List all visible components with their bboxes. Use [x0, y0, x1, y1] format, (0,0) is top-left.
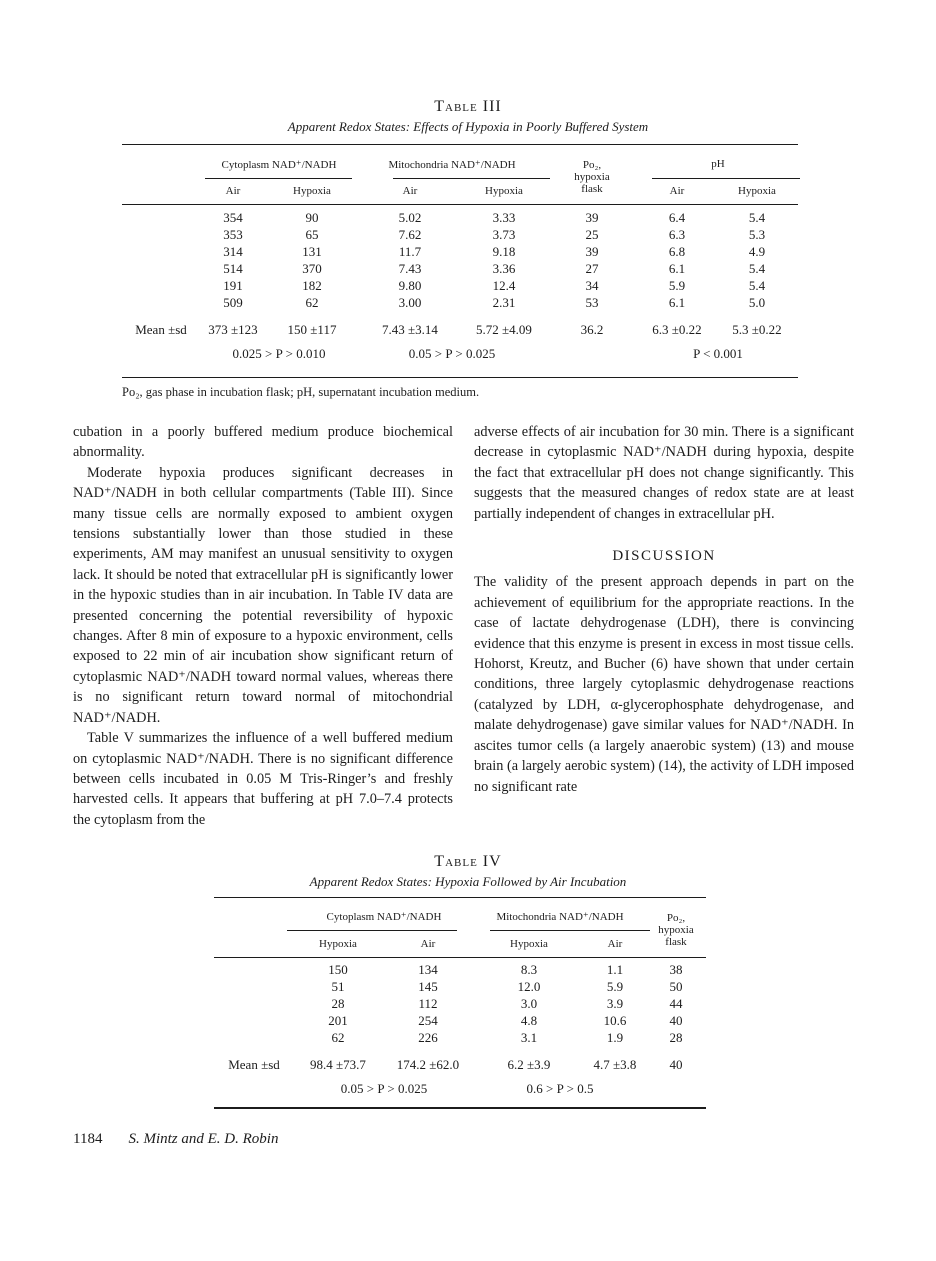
table-cell: 7.62: [398, 226, 422, 242]
table-cell: 34: [585, 277, 599, 293]
table-iii-header-ph: pH: [711, 158, 725, 170]
table-iii: [122, 150, 798, 367]
table-cell: 5.9: [668, 277, 686, 293]
table-cell: 25: [585, 226, 599, 242]
table-cell: 134: [418, 961, 438, 977]
table-iv-title: Apparent Redox States: Hypoxia Followed by Air Incubation: [309, 874, 627, 889]
table-cell: 12.4: [492, 277, 516, 293]
table-cell: 6.3 ±0.22: [652, 321, 702, 337]
table-iv-header-po2: [646, 903, 706, 957]
paragraph: Moderate hypoxia produces significant decreases in NAD⁺/NADH in both cellular compartments (Table III). Since many tissue cells are normally exposed to ambient oxygen tensions substantially lower than those studied in these experiments, AM may manifest an unusual sensitivity to oxygen lack. It should be noted that extracellular pH is significantly lower in the hypoxic studies than in air incubation. In Table IV data are presented concerning the potential reversibility of hypoxic changes. After 8 min of exposure to a hypoxic environment, cells exposed to 22 min of air incubation show significant return of cytoplasmic NAD⁺/NADH toward normal values, whereas there is no significant return toward normal of mitochondrial NAD⁺/NADH.: [73, 464, 453, 726]
table-row: [122, 294, 798, 311]
table-cell: 62: [331, 1029, 345, 1045]
table-cell: 150 ±117: [287, 321, 337, 337]
po2-line-3: flask: [581, 183, 603, 195]
table-cell: 38: [669, 961, 683, 977]
sub-header-hypoxia: Hypoxia: [485, 185, 523, 197]
table-p-row: [214, 1075, 706, 1103]
sub-header-hypoxia: Hypoxia: [738, 185, 776, 197]
table-iii-header-po2: [546, 150, 638, 204]
paragraph: Table V summarizes the influence of a well buffered medium on cytoplasmic NAD⁺/NADH. There is no significant difference between cells incubated in 0.05 M Tris-Ringer’s and freshly harvested cells. It appears that buffering at pH 7.0–7.4 protects the cytoplasm from the: [73, 730, 453, 828]
table-cell: 28: [331, 995, 345, 1011]
table-cell: 182: [302, 277, 322, 293]
table-cell: 174.2 ±62.0: [396, 1056, 460, 1072]
table-cell: 509: [223, 294, 243, 310]
table-row: [214, 978, 706, 995]
po2-line-1: Po₂,: [582, 159, 602, 171]
po2-line-2: hypoxia: [658, 924, 694, 936]
table-cell: 6.2 ±3.9: [507, 1056, 551, 1072]
table-cell: 201: [328, 1012, 348, 1028]
table-row: [122, 260, 798, 277]
table-cell: 44: [669, 995, 683, 1011]
table-cell: 39: [585, 209, 599, 225]
table-cell: 39: [585, 243, 599, 259]
table-cell: 5.72 ±4.09: [476, 321, 532, 337]
table-cell: 6.8: [668, 243, 686, 259]
table-row: [122, 243, 798, 260]
table-cell: 5.9: [606, 978, 624, 994]
table-cell: 6.1: [668, 260, 686, 276]
table-cell: 353: [223, 226, 243, 242]
sub-header-air: Air: [225, 185, 241, 197]
table-iii-title: Apparent Redox States: Effects of Hypoxia in Poorly Buffered System: [287, 119, 649, 134]
table-cell: 3.36: [492, 260, 516, 276]
table-row: [122, 226, 798, 243]
table-mean-row: [122, 319, 798, 340]
table-cell: 53: [585, 294, 599, 310]
right-column: [474, 422, 854, 797]
table-cell: 6.3: [668, 226, 686, 242]
table-iii-number: Table III: [434, 98, 502, 115]
table-iii-header-mitochondria: Mitochondria NAD⁺/NADH: [388, 158, 516, 171]
table-cell: 3.00: [398, 294, 422, 310]
running-authors: S. Mintz and E. D. Robin: [128, 1131, 279, 1147]
table-cell: 5.3: [748, 226, 766, 242]
table-cell: 3.1: [520, 1029, 538, 1045]
table-cell: 3.33: [492, 209, 516, 225]
table-cell: 5.4: [748, 260, 766, 276]
table-cell: 373 ±123: [208, 321, 258, 337]
sub-header-hypoxia: Hypoxia: [510, 937, 548, 950]
table-cell: 90: [305, 209, 319, 225]
table-cell: 4.9: [748, 243, 766, 259]
table-cell: 6.4: [668, 209, 686, 225]
sub-header-air: Air: [402, 185, 418, 197]
p-value-mitochondria: 0.6 > P > 0.5: [526, 1081, 594, 1096]
discussion-heading: DISCUSSION: [612, 548, 716, 565]
table-cell: 514: [223, 260, 243, 276]
page-number: 1184: [73, 1131, 103, 1147]
p-value-cytoplasm: 0.025 > P > 0.010: [232, 345, 326, 361]
table-iv-bottom-rule: [214, 1107, 706, 1109]
table-iv: [214, 903, 706, 1103]
table-cell: 40: [669, 1012, 683, 1028]
table-iii-top-rule: [122, 144, 798, 145]
table-cell: 1.9: [606, 1029, 624, 1045]
table-cell: 27: [585, 260, 599, 276]
table-cell: 191: [223, 277, 243, 293]
table-cell: 254: [418, 1012, 438, 1028]
p-value-mitochondria: 0.05 > P > 0.025: [408, 345, 496, 361]
page-footer: [73, 1131, 278, 1148]
table-cell: 10.6: [603, 1012, 627, 1028]
p-value-cytoplasm: 0.05 > P > 0.025: [340, 1081, 428, 1096]
table-row: [214, 1029, 706, 1046]
table-cell: 62: [305, 294, 319, 310]
table-iv-header-cytoplasm: Cytoplasm NAD⁺/NADH: [326, 911, 442, 923]
table-cell: 2.31: [492, 294, 516, 310]
table-cell: 1.1: [606, 961, 624, 977]
table-cell: 226: [418, 1029, 438, 1045]
table-mean-row: [214, 1054, 706, 1075]
left-column: [73, 422, 453, 830]
table-cell: 5.4: [748, 277, 766, 293]
table-cell: 8.3: [520, 961, 538, 977]
sub-header-hypoxia: Hypoxia: [319, 937, 357, 950]
table-cell: 5.0: [748, 294, 766, 310]
mean-label: Mean ±sd: [135, 321, 187, 337]
table-cell: 145: [418, 978, 438, 994]
table-cell: 370: [302, 260, 322, 276]
table-cell: 354: [223, 209, 243, 225]
table-cell: 51: [331, 978, 345, 994]
table-cell: 9.18: [492, 243, 516, 259]
table-cell: 112: [418, 995, 438, 1011]
po2-line-2: hypoxia: [574, 171, 610, 183]
table-p-row: [122, 340, 798, 367]
table-cell: 5.4: [748, 209, 766, 225]
table-cell: 3.73: [492, 226, 516, 242]
table-iii-bottom-rule: [122, 377, 798, 378]
table-cell: 6.1: [668, 294, 686, 310]
sub-header-air: Air: [420, 937, 436, 950]
table-cell: 314: [223, 243, 243, 259]
table-cell: 28: [669, 1029, 683, 1045]
p-value-ph: P < 0.001: [693, 345, 743, 361]
mean-label: Mean ±sd: [228, 1056, 280, 1072]
table-cell: 4.7 ±3.8: [593, 1056, 637, 1072]
table-cell: 11.7: [398, 243, 422, 259]
table-iv-header-mitochondria: Mitochondria NAD⁺/NADH: [496, 911, 624, 923]
paragraph: adverse effects of air incubation for 30 min. There is a significant decrease in cytoplasmic NAD⁺/NADH during hypoxia, despite the fact that extracellular pH does not change significantly. This suggests that the measured changes of redox state are at least partially independent of changes in extracellular pH.: [474, 424, 854, 522]
table-cell: 4.8: [520, 1012, 538, 1028]
table-row: [214, 961, 706, 978]
table-cell: 5.02: [398, 209, 422, 225]
table-cell: 131: [302, 243, 322, 259]
table-cell: 7.43: [398, 260, 422, 276]
table-row: [122, 209, 798, 226]
table-cell: 98.4 ±73.7: [310, 1056, 366, 1072]
table-cell: 40: [669, 1056, 683, 1072]
paragraph: cubation in a poorly buffered medium produce biochemical abnormality.: [73, 424, 453, 461]
table-row: [122, 277, 798, 294]
table-cell: 65: [305, 226, 319, 242]
po2-line-3: flask: [665, 936, 687, 948]
table-cell: 7.43 ±3.14: [382, 321, 438, 337]
po2-line-1: Po₂,: [666, 912, 686, 924]
table-cell: 150: [328, 961, 348, 977]
table-cell: 3.9: [606, 995, 624, 1011]
sub-header-air: Air: [607, 937, 623, 950]
table-iii-header-cytoplasm: Cytoplasm NAD⁺/NADH: [221, 158, 337, 171]
table-iii-footnote: Po₂, gas phase in incubation flask; pH, supernatant incubation medium.: [122, 385, 480, 399]
table-iv-top-rule: [214, 897, 706, 898]
sub-header-hypoxia: Hypoxia: [293, 185, 331, 197]
paragraph: The validity of the present approach depends in part on the achievement of equilibrium for the appropriate reactions. In the case of lactate dehydrogenase (LDH), there is convincing evidence that this enzyme is present in excess in most tissue cells. Hohorst, Kreutz, and Bucher (6) have shown that under certain conditions, three largely cytoplasmic dehydrogenase reactions (catalyzed by LDH, α-glycerophosphate dehydrogenase, and malate dehydrogenase) gave similar values for NAD⁺/NADH. In ascites tumor cells (a largely anaerobic system) (13) and mouse brain (a largely aerobic system) (14), the activity of LDH imposed no significant rate: [474, 574, 854, 795]
table-cell: 3.0: [520, 995, 538, 1011]
table-row: [214, 995, 706, 1012]
table-row: [214, 1012, 706, 1029]
table-iv-number: Table IV: [434, 853, 502, 870]
table-cell: 36.2: [580, 321, 604, 337]
table-cell: 12.0: [517, 978, 541, 994]
table-cell: 9.80: [398, 277, 422, 293]
sub-header-air: Air: [669, 185, 685, 197]
table-cell: 50: [669, 978, 683, 994]
table-cell: 5.3 ±0.22: [732, 321, 782, 337]
